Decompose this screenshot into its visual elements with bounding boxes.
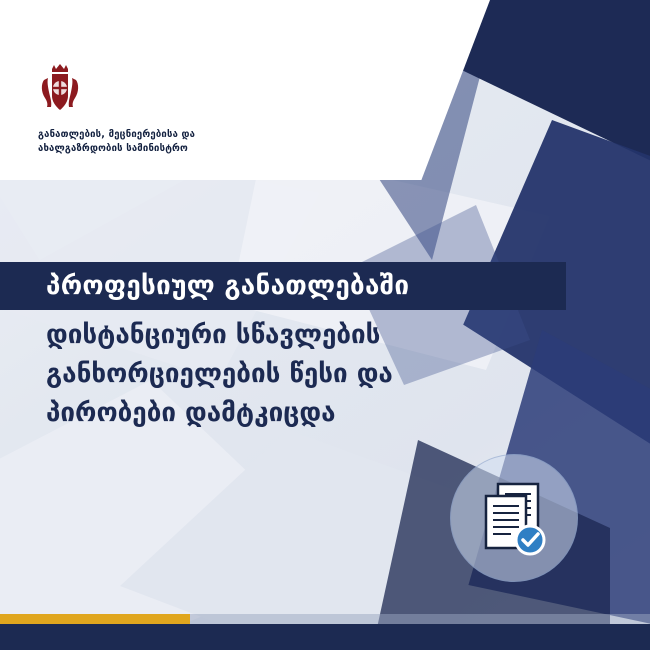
bottom-accent-gold [0,614,190,624]
headline-line-4: პირობები დამტკიცდა [46,398,336,428]
ministry-name-line-2: ახალგაზრდობის სამინისტრო [38,142,188,154]
coat-of-arms-icon [38,62,82,116]
ministry-name-line-1: განათლების, მეცნიერებისა და [38,129,196,140]
bottom-navy-bar [0,624,650,650]
headline-line-1: პროფესიულ განათლებაში [46,271,410,301]
headline-body [46,316,586,433]
headline-highlight-bar [0,262,566,310]
headline-line-3: განხორციელების წესი და [46,359,393,389]
brand-block [38,62,338,156]
ministry-name [38,128,248,156]
bottom-accent-secondary [190,614,650,624]
documents-approved-icon [450,454,578,582]
headline-line-2: დისტანციური სწავლების [46,320,381,350]
